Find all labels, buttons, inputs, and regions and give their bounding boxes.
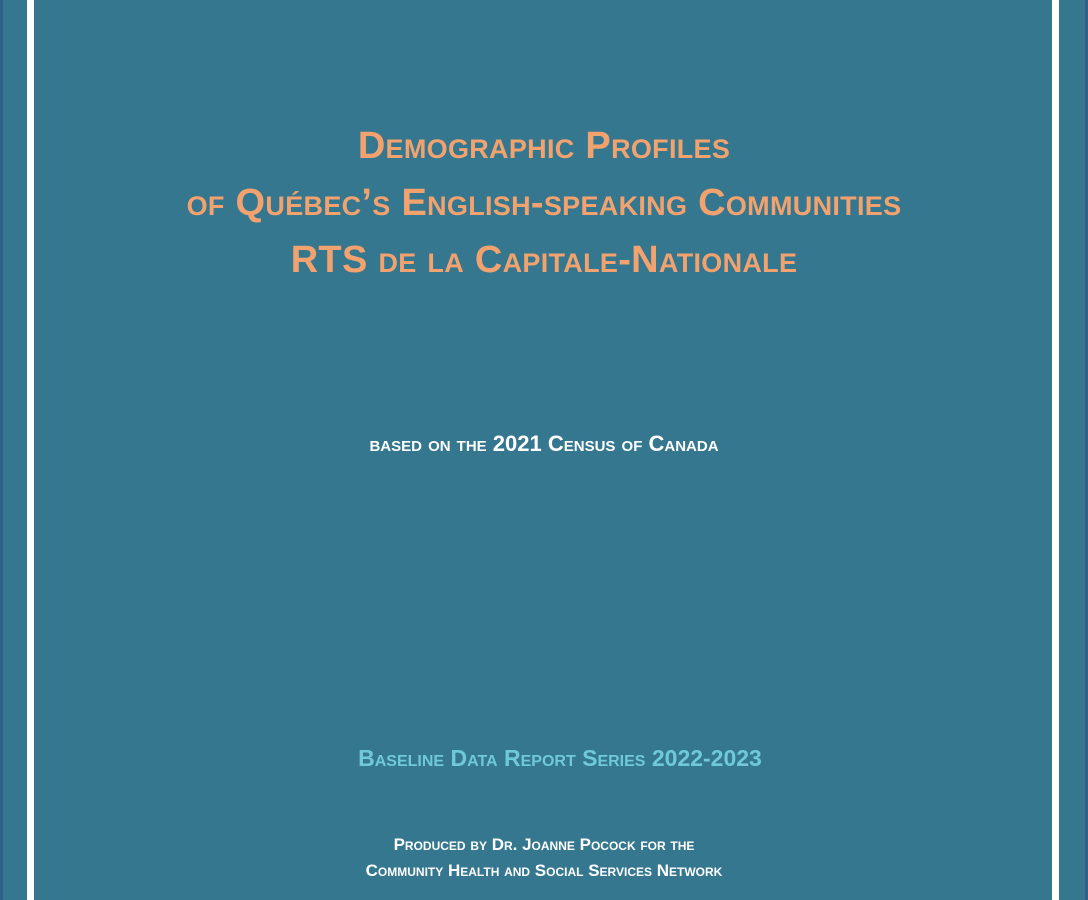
report-title	[60, 118, 1028, 289]
report-subtitle: based on the 2021 Census of Canada	[369, 431, 719, 456]
border-rule-left	[27, 0, 34, 900]
credit-line-2: Community Health and Social Services Network	[365, 861, 723, 880]
credit-line-1: Produced by Dr. Joanne Pocock for the	[393, 835, 695, 854]
report-credits	[60, 832, 1028, 884]
title-line-1: Demographic Profiles	[357, 125, 731, 167]
title-line-2: of Québec’s English-speaking Communities	[186, 182, 902, 224]
title-line-3: RTS de la Capitale-Nationale	[290, 239, 798, 281]
report-series: Baseline Data Report Series 2022-2023	[358, 745, 762, 771]
page-edge-left	[0, 0, 3, 900]
